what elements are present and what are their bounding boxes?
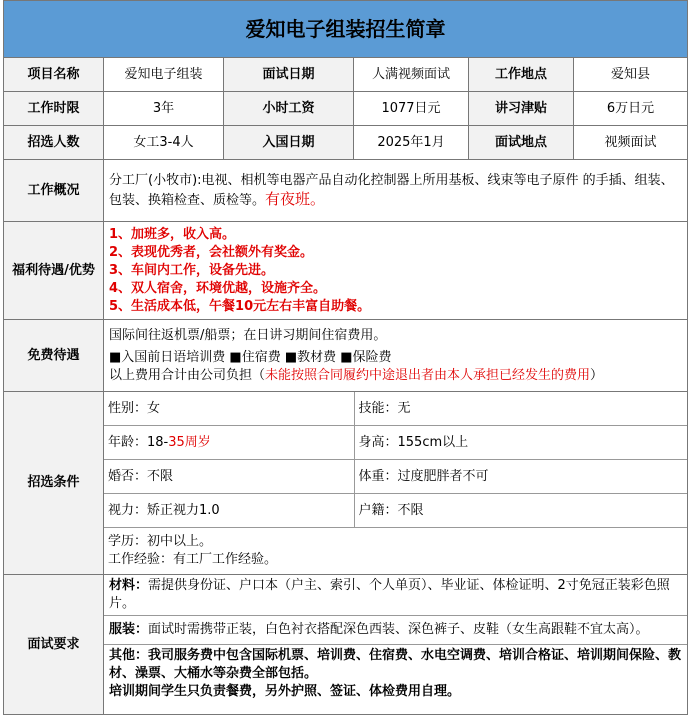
benefits-label: 福利待遇/优势	[4, 222, 104, 320]
clothing-label: 服装：	[109, 622, 149, 637]
info-row	[4, 58, 688, 92]
benefit-item: 5、生活成本低，午餐10元左右丰富自助餐。	[109, 298, 371, 314]
conditions-label: 招选条件	[4, 392, 104, 575]
interview-location-label: 面试地点	[469, 126, 574, 160]
free-line-3	[109, 367, 682, 385]
night-shift-note: 有夜班。	[265, 189, 326, 208]
other-text-2: 培训期间学生只负责餐费，另外护照、签证、体检费用自理。	[109, 684, 461, 699]
info-row	[4, 92, 688, 126]
benefit-item: 2、表现优秀者，会社额外有奖金。	[109, 244, 314, 260]
materials-label: 材料：	[109, 578, 149, 593]
vision-cell: 视力：矫正视力1.0	[104, 494, 354, 528]
free-content	[104, 320, 688, 392]
height-cell: 身高：155cm以上	[354, 426, 687, 460]
conditions-grid	[104, 392, 687, 574]
age-limit: 35周岁	[168, 434, 211, 450]
training-allowance-value: 6万日元	[574, 92, 688, 126]
entry-date-value: 2025年1月	[354, 126, 469, 160]
marital-cell: 婚否：不限	[104, 460, 354, 494]
overview-text: 分工厂(小牧市):电视、相机等电器产品自动化控制器上所用基板、线束等电子原件 的手插、组装、包装、换箱检查、质检等。	[109, 172, 674, 208]
headcount-label: 招选人数	[4, 126, 104, 160]
work-term-value: 3年	[104, 92, 224, 126]
free-line-3-prefix: 以上费用合计由公司负担（	[109, 367, 266, 383]
benefits-row	[4, 222, 688, 320]
materials-text: 需提供身份证、户口本（户主、索引、个人单页）、毕业证、体检证明、2寸免冠正装彩色照片。	[109, 578, 670, 611]
benefit-item: 1、加班多，收入高。	[109, 226, 236, 242]
education-text: 学历：初中以上。	[108, 534, 213, 549]
work-term-label: 工作时限	[4, 92, 104, 126]
project-name-label: 项目名称	[4, 58, 104, 92]
overview-content	[104, 160, 688, 222]
clothing-text: 面试时需携带正装，白色衬衣搭配深色西装、深色裤子、皮鞋（女生高跟鞋不宜太高）。	[148, 622, 649, 637]
entry-date-label: 入国日期	[224, 126, 354, 160]
interview-location-value: 视频面试	[574, 126, 688, 160]
free-line-1: 国际间往返机票/船票；在日讲习期间住宿费用。	[109, 327, 387, 343]
benefit-item: 4、双人宿舍，环境优越，设施齐全。	[109, 280, 327, 296]
free-row	[4, 320, 688, 392]
benefit-item: 3、车间内工作，设备先进。	[109, 262, 275, 278]
free-line-3-suffix: ）	[590, 367, 604, 383]
education-experience-cell	[104, 528, 687, 575]
age-cell	[104, 426, 354, 460]
work-location-value: 爱知县	[574, 58, 688, 92]
work-location-label: 工作地点	[469, 58, 574, 92]
interview-date-value: 人满视频面试	[354, 58, 469, 92]
interview-row	[4, 575, 688, 715]
interview-requirements	[104, 575, 687, 703]
free-line-2: ■入国前日语培训费 ■住宿费 ■教材费 ■保险费	[109, 349, 392, 365]
overview-label: 工作概况	[4, 160, 104, 222]
page-title: 爱知电子组装招生简章	[4, 1, 688, 58]
interview-label: 面试要求	[4, 575, 104, 715]
gender-cell: 性别：女	[104, 392, 354, 426]
project-name-value: 爱知电子组装	[104, 58, 224, 92]
info-row	[4, 126, 688, 160]
benefits-list	[104, 222, 688, 320]
hourly-wage-label: 小时工资	[224, 92, 354, 126]
conditions-content	[104, 392, 688, 575]
hukou-cell: 户籍：不限	[354, 494, 687, 528]
experience-text: 工作经验：有工厂工作经验。	[108, 552, 278, 567]
other-cell	[104, 645, 687, 704]
overview-row	[4, 160, 688, 222]
recruitment-brochure	[3, 0, 688, 715]
skill-cell: 技能：无	[354, 392, 687, 426]
free-line-3-warning: 未能按照合同履约中途退出者由本人承担已经发生的费用	[265, 367, 591, 383]
materials-cell	[104, 575, 687, 616]
interview-content	[104, 575, 688, 715]
conditions-row	[4, 392, 688, 575]
clothing-cell	[104, 616, 687, 645]
headcount-value: 女工3-4人	[104, 126, 224, 160]
free-label: 免费待遇	[4, 320, 104, 392]
age-prefix: 年龄：18-	[108, 434, 169, 450]
hourly-wage-value: 1077日元	[354, 92, 469, 126]
interview-date-label: 面试日期	[224, 58, 354, 92]
weight-cell: 体重：过度肥胖者不可	[354, 460, 687, 494]
other-text: 其他：我司服务费中包含国际机票、培训费、住宿费、水电空调费、培训合格证、培训期间保险、教材、澡票、大桶水等杂费全部包括。	[109, 648, 682, 681]
training-allowance-label: 讲习津贴	[469, 92, 574, 126]
